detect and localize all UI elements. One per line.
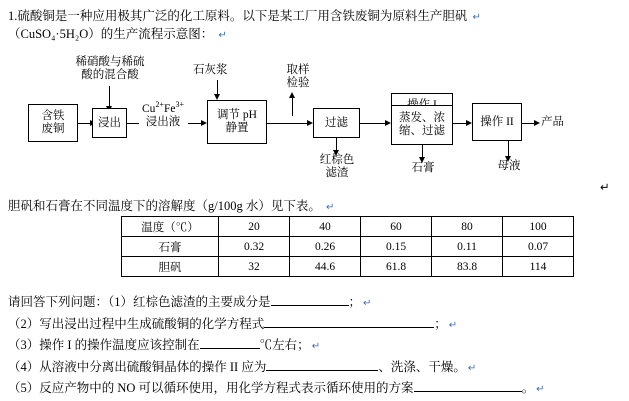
table-row <box>122 257 574 277</box>
question-4 <box>8 357 624 379</box>
page-title <box>8 8 623 44</box>
question-2 <box>8 314 624 336</box>
table-header-cell: 60 <box>361 217 432 237</box>
table-header-row <box>122 217 574 237</box>
flow-line <box>453 123 467 124</box>
question-3 <box>8 335 624 357</box>
paragraph-mark-icon: ↵ <box>467 362 477 374</box>
arrow-right-icon <box>534 120 540 126</box>
question-1 <box>8 292 624 314</box>
table-cell: 0.15 <box>361 237 432 257</box>
table-cell: 114 <box>503 257 574 277</box>
table-cell: 44.6 <box>290 257 361 277</box>
product-label: 产品 <box>541 116 564 128</box>
process-flow-diagram <box>0 52 629 194</box>
question-2-text: （2）写出浸出过程中生成硫酸铜的化学方程式 <box>8 316 265 331</box>
leach-step-label: 浸出 <box>98 116 121 129</box>
question-3-tail: ℃左右； <box>259 338 310 352</box>
table-intro-text <box>8 196 334 214</box>
question-3-text: （3）操作 I 的操作温度应该控制在 <box>8 338 200 352</box>
solubility-table <box>121 216 574 277</box>
paragraph-mark-icon: ↵ <box>536 384 545 395</box>
flow-line <box>360 123 386 124</box>
question-5-text: （5）反应产物中的 NO 可以循环使用，用化学方程式表示循环使用的方案 <box>8 381 414 395</box>
questions-list <box>8 292 624 400</box>
operation-1-body-box <box>391 105 453 145</box>
table-cell: 0.11 <box>432 237 503 257</box>
table-cell: 0.07 <box>503 237 574 257</box>
paragraph-mark-icon: ↵ <box>325 202 335 213</box>
lime-slurry-label: 石灰浆 <box>193 64 228 76</box>
question-4-tail: 、洗涤、干燥。 <box>378 359 466 374</box>
paragraph-mark-icon: ↵ <box>218 30 227 41</box>
paragraph-mark-icon: ↵ <box>472 12 481 23</box>
question-5-tail: 。 <box>521 381 535 395</box>
table-header-cell: 80 <box>432 217 503 237</box>
answer-blank[interactable] <box>266 357 378 371</box>
question-1-text: 请回答下列问题：（1）红棕色滤渣的主要成分是 <box>8 295 271 309</box>
flow-line <box>292 98 293 116</box>
question-line-1: 1.硫酸铜是一种应用极其广泛的化工原料。以下是某工厂用含铁废铜为原料生产胆矾 <box>8 9 468 23</box>
table-header-cell: 100 <box>503 217 574 237</box>
gypsum-label: 石膏 <box>411 162 435 174</box>
answer-blank[interactable] <box>264 314 434 328</box>
filter-step-box <box>313 108 360 138</box>
table-cell: 0.32 <box>219 237 290 257</box>
table-cell: 32 <box>219 257 290 277</box>
paragraph-mark-icon: ↵ <box>600 182 610 194</box>
paragraph-mark-icon: ↵ <box>363 298 372 309</box>
input-material-label: 含铁 废铜 <box>41 110 65 135</box>
paragraph-mark-icon: ↵ <box>448 319 458 331</box>
table-cell: 0.26 <box>290 237 361 257</box>
input-material-box <box>28 104 78 142</box>
table-cell: 61.8 <box>361 257 432 277</box>
table-intro-label: 胆矾和石膏在不同温度下的溶解度（g/100g 水）见下表。 <box>8 199 321 213</box>
flow-line <box>109 86 110 108</box>
table-header-cell: 20 <box>219 217 290 237</box>
question-line-2: （CuSO₄·5H₂O）的生产流程示意图： <box>8 27 214 41</box>
operation-2-label: 操作 II <box>480 115 514 128</box>
flow-line <box>127 123 139 124</box>
sampling-test-label: 取样 检验 <box>286 64 310 89</box>
red-brown-residue-label: 红棕色 滤渣 <box>319 154 355 179</box>
mother-liquor-label: 母液 <box>497 160 521 172</box>
table-header-cell: 40 <box>290 217 361 237</box>
question-2-tail: ； <box>434 316 447 331</box>
answer-blank[interactable] <box>414 378 522 392</box>
ph-adjust-box <box>207 100 267 144</box>
acid-mixture-label: 稀硝酸与稀硫 酸的混合酸 <box>75 56 145 81</box>
leach-step-box <box>92 108 127 138</box>
table-row-label: 胆矾 <box>122 257 219 277</box>
table-row <box>122 237 574 257</box>
question-1-tail: ； <box>348 295 362 309</box>
flow-line <box>188 123 202 124</box>
question-4-text: （4）从溶液中分离出硫酸铜晶体的操作 II 应为 <box>8 359 267 374</box>
answer-blank[interactable] <box>271 292 349 306</box>
flow-line <box>267 123 308 124</box>
filter-step-label: 过滤 <box>325 116 348 129</box>
leachate-label: $Cu^{2+}Fe^{3+}$ 浸出液 <box>142 100 184 128</box>
operation-1-body-label: 蒸发、浓 缩、过滤 <box>399 112 445 137</box>
operation-2-box <box>472 103 522 141</box>
ph-adjust-label: 调节 pH 静置 <box>217 109 257 134</box>
paragraph-mark-icon: ↵ <box>311 341 321 352</box>
answer-blank[interactable] <box>200 335 260 349</box>
table-row-label: 石膏 <box>122 237 219 257</box>
table-cell: 83.8 <box>432 257 503 277</box>
table-header-cell: 温度（℃） <box>122 217 219 237</box>
question-5 <box>8 378 624 400</box>
arrow-up-icon <box>289 92 295 98</box>
